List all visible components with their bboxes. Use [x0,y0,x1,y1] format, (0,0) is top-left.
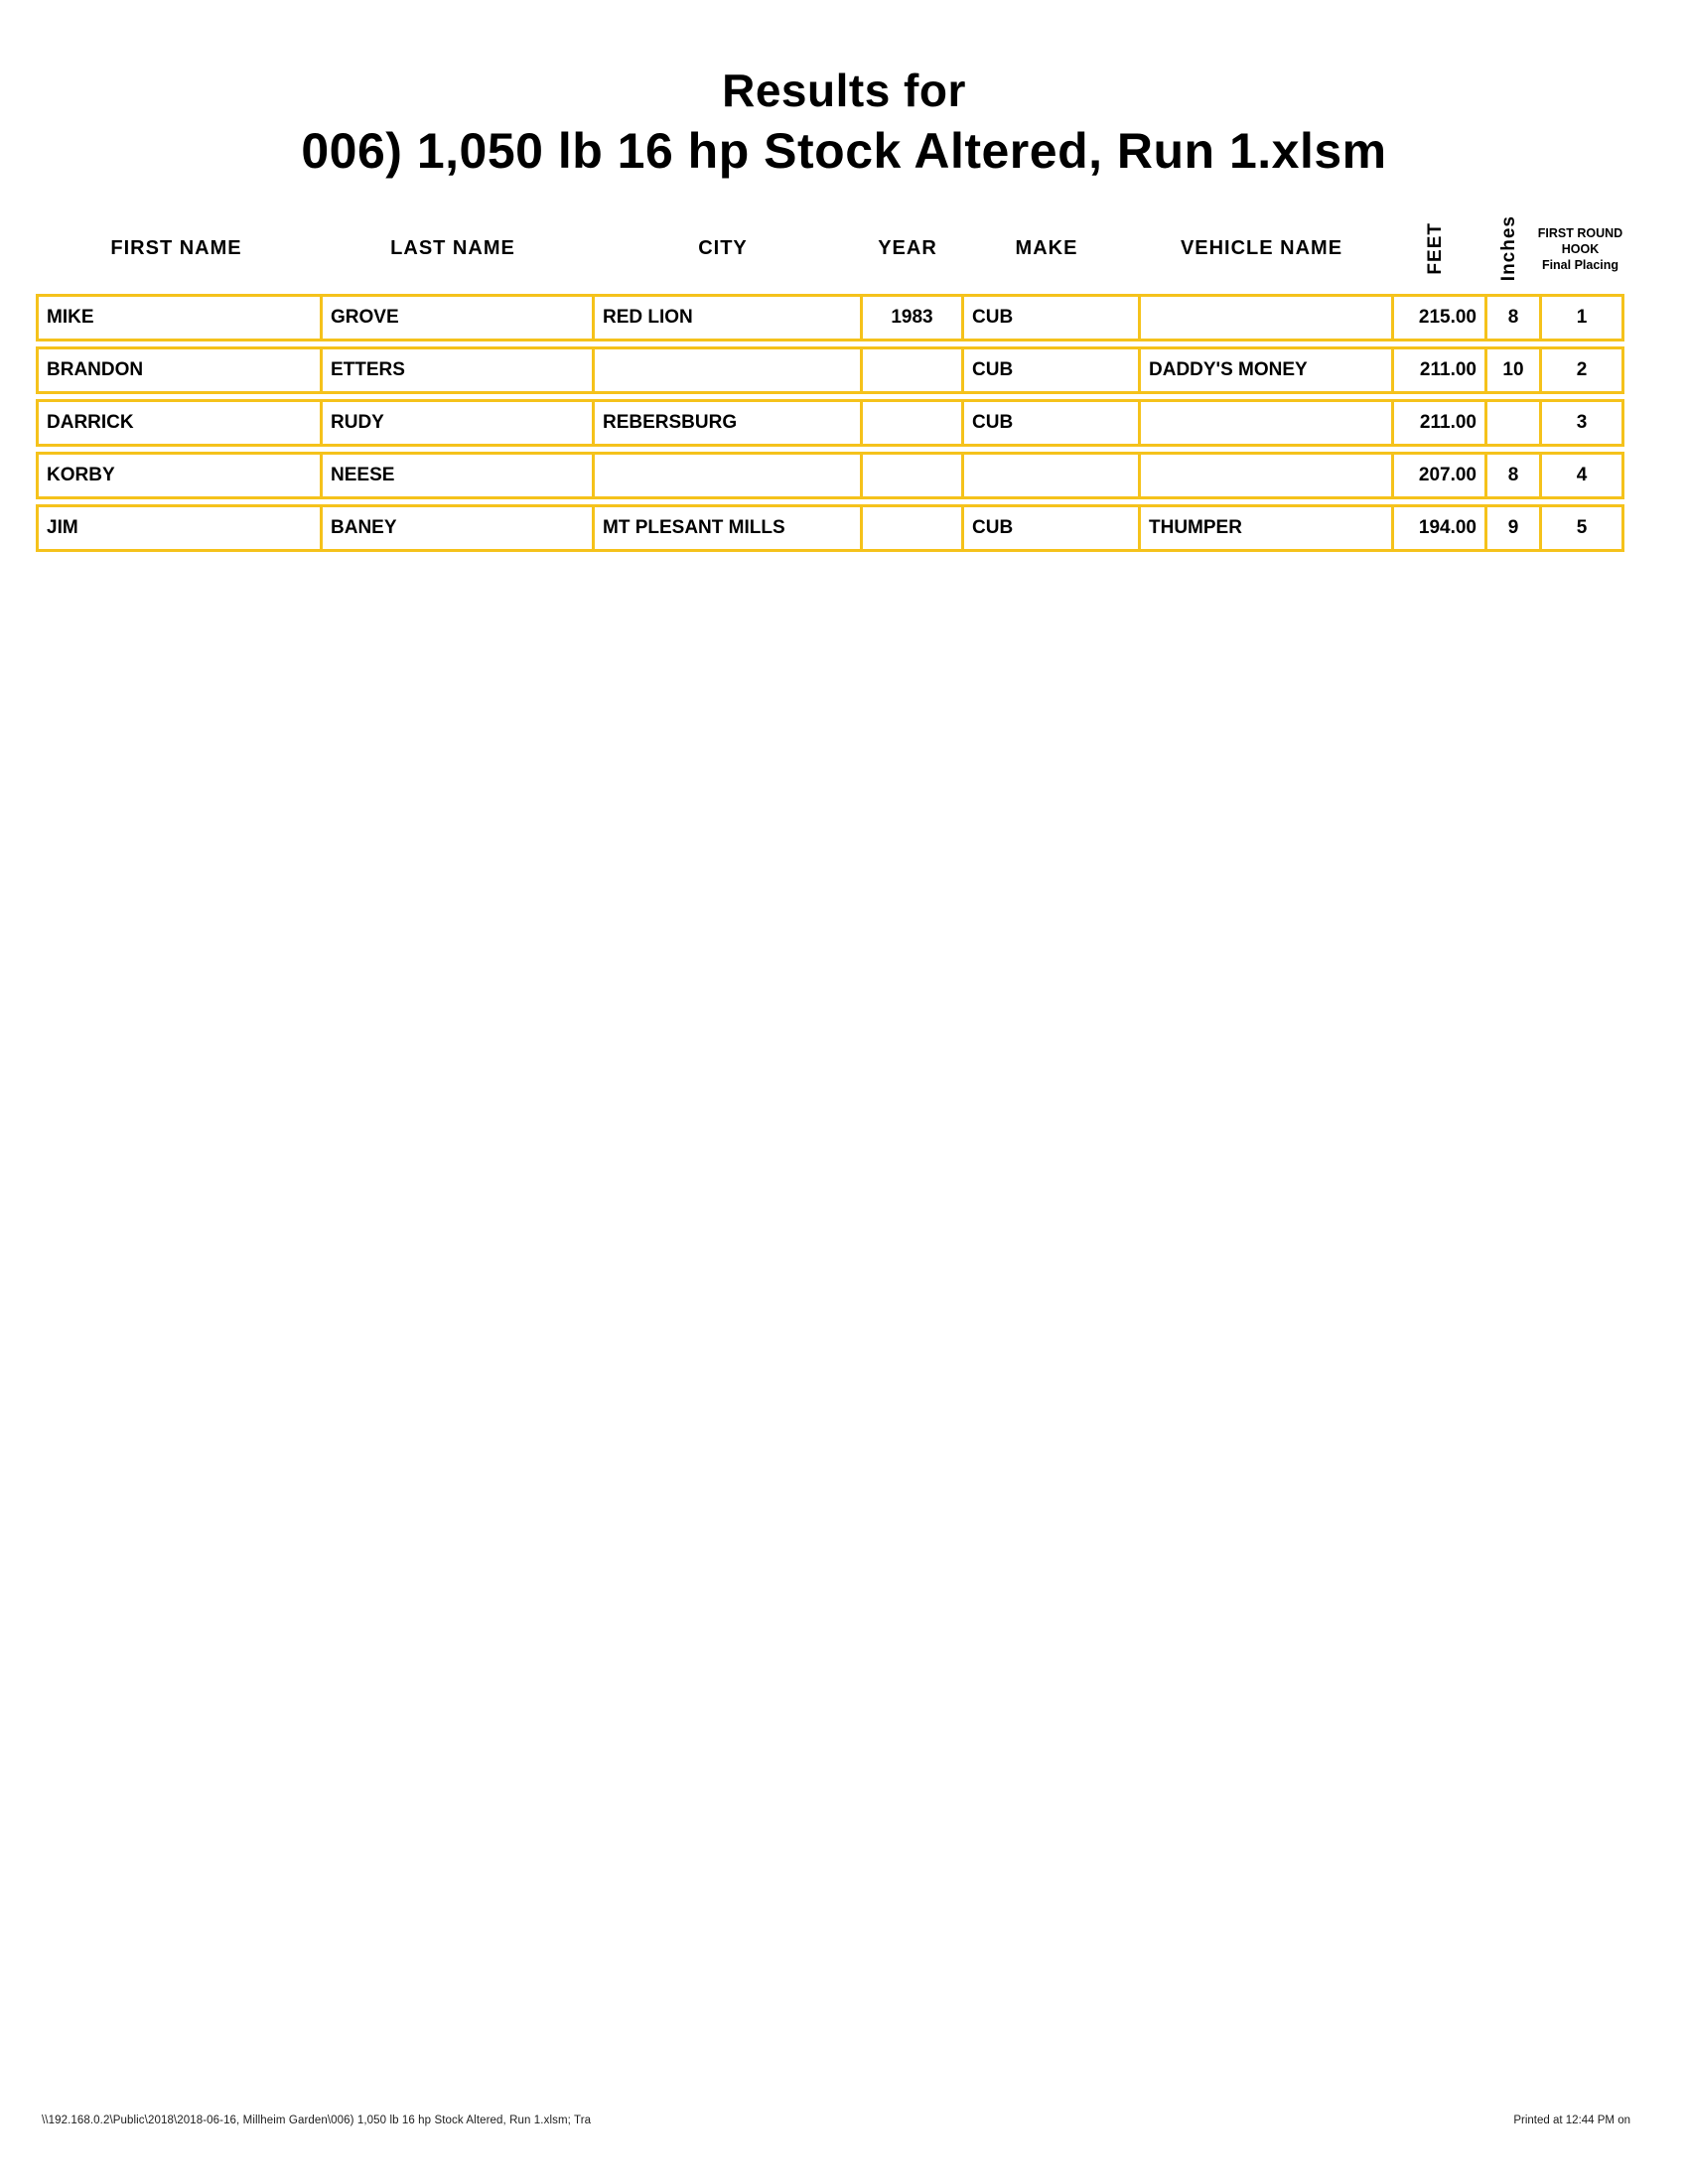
header-year: YEAR [878,237,937,260]
table-row [36,346,1624,394]
cell-city: MT PLESANT MILLS [592,507,860,549]
table-row [36,452,1624,499]
table-header-row [36,205,1624,294]
cell-placing: 1 [1539,297,1621,339]
cell-inches: 9 [1484,507,1539,549]
results-table [36,205,1624,552]
cell-placing: 5 [1539,507,1621,549]
header-feet-rotated-label: FEET [1424,222,1446,275]
table-row [36,399,1624,447]
cell-vehicle-name [1138,402,1391,444]
cell-feet: 211.00 [1391,349,1484,391]
header-placing-line-2: HOOK [1561,241,1600,256]
cell-inches [1484,402,1539,444]
header-placing-line-3: Final Placing [1541,257,1619,272]
cell-year [860,402,961,444]
table-row [36,294,1624,341]
cell-inches: 10 [1484,349,1539,391]
cell-make: CUB [961,402,1138,444]
report-title-line2: 006) 1,050 lb 16 hp Stock Altered, Run 1.xlsm [301,122,1387,179]
cell-city [592,349,860,391]
table-row [36,504,1624,552]
cell-vehicle-name [1138,455,1391,496]
cell-make: CUB [961,349,1138,391]
cell-year: 1983 [860,297,961,339]
cell-make [961,455,1138,496]
footer-printed-time: Printed at 12:44 PM on [1513,2115,1630,2126]
cell-feet: 207.00 [1391,455,1484,496]
header-placing-line-1: FIRST ROUND [1537,225,1623,240]
header-final-placing-lines [1538,225,1622,273]
cell-inches: 8 [1484,297,1539,339]
header-last-name: LAST NAME [390,237,515,260]
cell-feet: 215.00 [1391,297,1484,339]
header-feet [1388,205,1481,294]
cell-city: REBERSBURG [592,402,860,444]
cell-last-name: ETTERS [320,349,592,391]
cell-first-name: BRANDON [47,358,144,380]
cell-vehicle-name: DADDY'S MONEY [1138,349,1391,391]
cell-make: CUB [961,507,1138,549]
cell-placing: 2 [1539,349,1621,391]
header-city: CITY [698,237,748,260]
cell-year [860,349,961,391]
cell-vehicle-name: THUMPER [1138,507,1391,549]
cell-last-name: RUDY [320,402,592,444]
cell-last-name: BANEY [320,507,592,549]
cell-placing: 4 [1539,455,1621,496]
header-first-name: FIRST NAME [110,237,242,260]
header-inches [1481,205,1536,294]
cell-city: RED LION [592,297,860,339]
cell-year [860,455,961,496]
cell-first-name: DARRICK [47,411,134,433]
cell-last-name: GROVE [320,297,592,339]
header-final-placing [1536,205,1624,294]
header-inches-rotated-label: Inches [1498,215,1519,282]
cell-first-name: JIM [47,516,78,538]
cell-inches: 8 [1484,455,1539,496]
cell-year [860,507,961,549]
cell-placing: 3 [1539,402,1621,444]
cell-first-name: KORBY [47,464,115,485]
cell-last-name: NEESE [320,455,592,496]
report-title-line1: Results for [722,65,966,116]
cell-feet: 194.00 [1391,507,1484,549]
cell-feet: 211.00 [1391,402,1484,444]
header-vehicle-name: VEHICLE NAME [1180,237,1343,260]
cell-make: CUB [961,297,1138,339]
cell-first-name: MIKE [47,306,94,328]
header-make: MAKE [1015,237,1078,260]
footer-file-path: \\192.168.0.2\Public\2018\2018-06-16, Millheim Garden\006) 1,050 lb 16 hp Stock Altered, Run 1.xlsm; Tra [42,2115,592,2126]
cell-city [592,455,860,496]
cell-vehicle-name [1138,297,1391,339]
